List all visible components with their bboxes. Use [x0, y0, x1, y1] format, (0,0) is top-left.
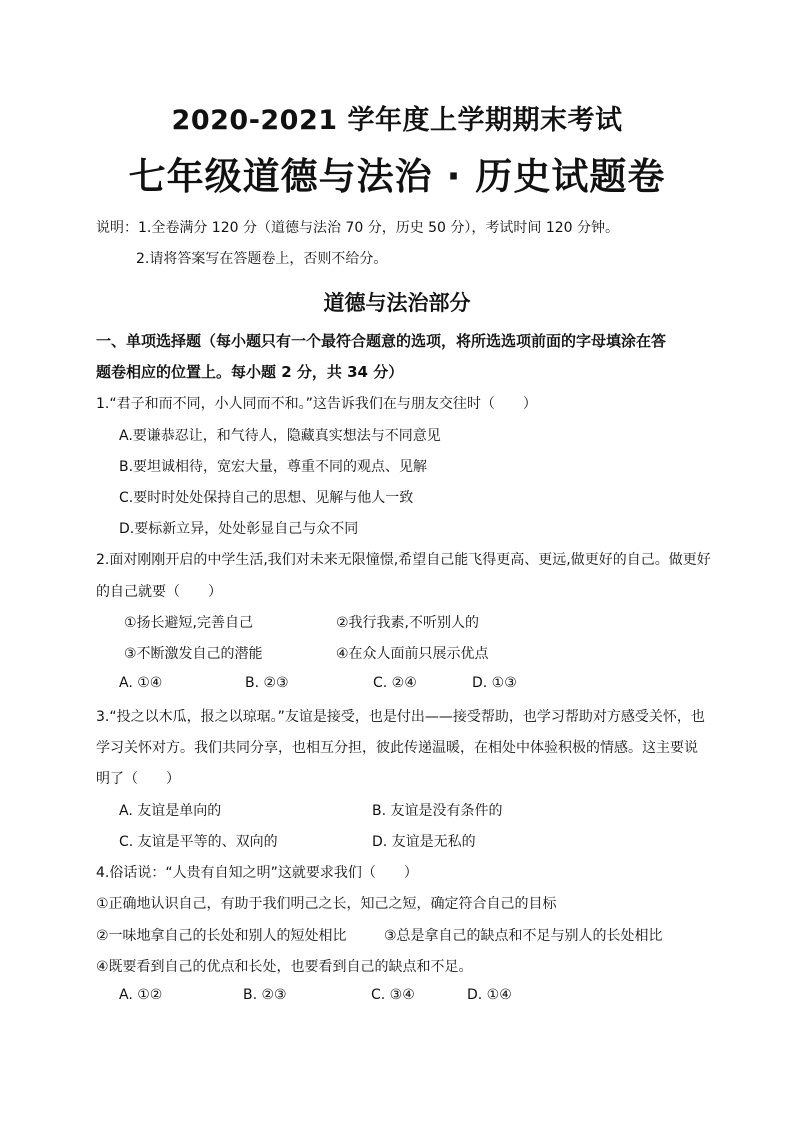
question-2-option-b: B. ②③	[245, 675, 289, 691]
exam-title: 2020-2021 学年度上学期期末考试	[171, 105, 623, 136]
question-4-item-2: ②一味地拿自己的长处和别人的短处相比	[96, 928, 347, 944]
question-3-stem-2: 学习关怀对方。我们共同分享，也相互分担，彼此传递温暖，在相处中体验积极的情感。这主要说	[96, 740, 698, 756]
question-2-option-a: A. ①④	[119, 675, 163, 691]
question-4-item-4: ④既要看到自己的优点和长处，也要看到自己的缺点和不足。	[96, 959, 473, 975]
section-instruction-2: 题卷相应的位置上。每小题 2 分，共 34 分）	[96, 363, 404, 381]
note-line-2: 2.请将答案写在答题卷上，否则不给分。	[136, 251, 388, 267]
question-3-option-b: B. 友谊是没有条件的	[372, 803, 503, 819]
question-1-option-d: D.要标新立异，处处彰显自己与众不同	[119, 521, 359, 537]
question-4-option-c: C. ③④	[371, 987, 415, 1003]
question-3-option-a: A. 友谊是单向的	[119, 803, 222, 819]
question-1-stem: 1.“君子和而不同，小人同而不和。”这告诉我们在与朋友交往时（ ）	[96, 396, 537, 412]
question-2-stem-1: 2.面对刚刚开启的中学生活,我们对未来无限憧憬,希望自己能飞得更高、更远,做更好的自己。做更好	[96, 552, 711, 568]
question-4-option-a: A. ①②	[119, 987, 163, 1003]
question-3-option-c: C. 友谊是平等的、双向的	[119, 834, 278, 850]
question-4-option-b: B. ②③	[243, 987, 287, 1003]
exam-subtitle: 七年级道德与法治 · 历史试题卷	[128, 155, 666, 198]
question-2-stem-2: 的自己就要（ ）	[96, 584, 222, 600]
question-3-stem-3: 明了（ ）	[96, 771, 180, 787]
question-2-option-d: D. ①③	[472, 675, 517, 691]
question-2-item-3: ③不断激发自己的潜能	[124, 646, 263, 662]
question-1-option-a: A.要谦恭忍让，和气待人，隐藏真实想法与不同意见	[119, 428, 441, 444]
question-1-option-c: C.要时时处处保持自己的思想、见解与他人一致	[119, 490, 414, 506]
section-instruction-1: 一、单项选择题（每小题只有一个最符合题意的选项，将所选选项前面的字母填涂在答	[96, 332, 667, 350]
question-4-item-3: ③总是拿自己的缺点和不足与别人的长处相比	[384, 928, 663, 944]
question-2-option-c: C. ②④	[373, 675, 417, 691]
question-4-stem: 4.俗话说：“人贵有自知之明”这就要求我们（ ）	[96, 865, 418, 881]
question-4-item-1: ①正确地认识自己，有助于我们明己之长，知己之短，确定符合自己的目标	[96, 896, 557, 912]
question-2-item-2: ②我行我素,不听别人的	[336, 615, 480, 631]
question-3-stem-1: 3.“投之以木瓜，报之以琼琚。”友谊是接受，也是付出——接受帮助，也学习帮助对方感受关怀，也	[96, 709, 705, 725]
question-2-item-1: ①扬长避短,完善自己	[124, 615, 254, 631]
question-1-option-b: B.要坦诚相待，宽宏大量，尊重不同的观点、见解	[119, 459, 428, 475]
note-line-1: 说明：1.全卷满分 120 分（道德与法治 70 分，历史 50 分），考试时间 120 分钟。	[96, 220, 620, 236]
question-2-item-4: ④在众人面前只展示优点	[336, 646, 489, 662]
question-4-option-d: D. ①④	[467, 987, 512, 1003]
section-title: 道德与法治部分	[323, 291, 471, 315]
question-3-option-d: D. 友谊是无私的	[372, 834, 476, 850]
